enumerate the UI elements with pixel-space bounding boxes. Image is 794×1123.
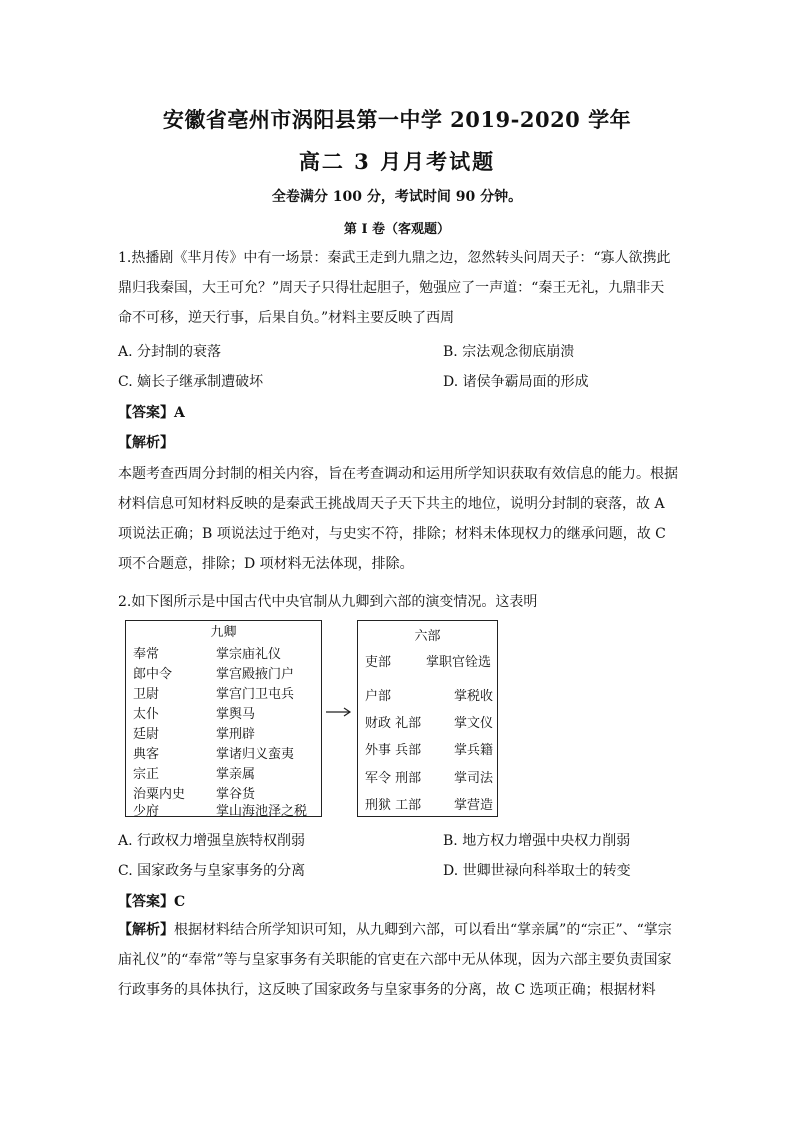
q2-option-d: D. 世卿世禄向科举取士的转变 [443,863,631,879]
jiuqing-row-duty: 掌宫殿掖门户 [216,667,295,682]
jiuqing-title: 九卿 [210,625,237,640]
jiuqing-row-name: 治粟内史 [133,787,186,802]
jiuqing-row-name: 郎中令 [133,667,173,682]
q2-analysis-block [118,915,678,1005]
jiuqing-row-duty: 掌宫门卫屯兵 [216,687,295,702]
liubu-row-name: 刑狱 工部 [365,798,422,813]
jiuqing-row-name: 典客 [133,747,160,762]
question-1-stem: 1.热播剧《芈月传》中有一场景：秦武王走到九鼎之边，忽然转头问周天子：“寡人欲携此鼎归我秦国，大王可允？”周天子只得壮起胆子，勉强应了一声道：“秦王无礼，九鼎非天命不可移，逆天行事，后果自负。”材料主要反映了西周 [118,250,671,326]
jiuqing-row-name: 廷尉 [133,727,160,742]
q1-option-d: D. 诸侯争霸局面的形成 [443,374,589,390]
q1-analysis: 本题考查西周分封制的相关内容，旨在考查调动和运用所学知识获取有效信息的能力。根据材料信息可知材料反映的是秦武王挑战周天子天下共主的地位，说明分封制的衰落，故 A 项说法正确；B 项说法过于绝对，与史实不符，排除；材料未体现权力的继承问题，故 C 项不合题意，排除；D 项材料无法体现，排除。 [118,466,678,572]
liubu-title: 六部 [414,629,441,644]
jiuqing-row-name: 宗正 [133,767,160,782]
liubu-row-duty: 掌营造 [454,798,494,813]
q1-option-c: C. 嫡长子继承制遭破坏 [118,374,264,390]
jiuqing-row-duty: 掌刑辟 [216,727,256,742]
q2-analysis-label: 【解析】 [118,922,174,938]
q2-option-a: A. 行政权力增强皇族特权削弱 [118,833,306,849]
liubu-row-duty: 掌司法 [454,771,494,786]
liubu-box [357,620,498,817]
liubu-row-name: 户部 [365,689,392,704]
jiuqing-row-name: 奉常 [133,647,160,662]
liubu-row-duty: 掌文仪 [454,716,494,731]
liubu-row-name: 军令 刑部 [365,771,422,786]
exam-title: 安徽省亳州市涡阳县第一中学 2019-2020 学年 [162,107,632,132]
question-2-stem: 2.如下图所示是中国古代中央官制从九卿到六部的演变情况。这表明 [118,594,538,610]
arrow-right-icon [326,706,352,718]
jiuqing-row-name: 太仆 [133,707,160,722]
liubu-row-duty: 掌兵籍 [454,743,494,758]
exam-subtitle: 高二 3 月月考试题 [298,149,496,174]
exam-instructions: 全卷满分 100 分，考试时间 90 分钟。 [271,189,523,205]
jiuqing-box [125,620,322,817]
q2-option-b: B. 地方权力增强中央权力削弱 [443,833,631,849]
jiuqing-row-duty: 掌谷货 [216,787,256,802]
q1-answer: 【答案】A [118,405,185,421]
jiuqing-row-duty: 掌诸归义蛮夷 [216,747,295,762]
jiuqing-row-name: 卫尉 [133,687,160,702]
liubu-row-name: 吏部 [365,655,392,670]
jiuqing-row-duty: 掌亲属 [216,767,256,782]
liubu-row-duty: 掌职官铨选 [426,655,492,670]
q1-option-b: B. 宗法观念彻底崩溃 [443,344,575,360]
q1-option-a: A. 分封制的衰落 [118,344,222,360]
q1-analysis-label: 【解析】 [118,435,174,451]
jiuqing-row-duty: 掌山海池泽之税 [216,804,308,819]
jiuqing-row-name: 少府 [133,804,160,819]
q2-option-c: C. 国家政务与皇家事务的分离 [118,863,306,879]
jiuqing-row-duty: 掌舆马 [216,707,256,722]
section-heading: 第 I 卷（客观题） [343,222,451,237]
liubu-row-duty: 掌税收 [454,689,494,704]
liubu-row-name: 外事 兵部 [365,743,422,758]
liubu-row-name: 财政 礼部 [365,716,422,731]
q2-analysis: 根据材料结合所学知识可知，从九卿到六部，可以看出“掌亲属”的“宗正”、“掌宗庙礼仪”的“奉常”等与皇家事务有关职能的官吏在六部中无从体现，因为六部主要负责国家行政事务的具体执行，这反映了国家政务与皇家事务的分离，故 C 选项正确；根据材料 [118,922,672,998]
q2-answer: 【答案】C [118,894,186,910]
jiuqing-row-duty: 掌宗庙礼仪 [216,647,282,662]
